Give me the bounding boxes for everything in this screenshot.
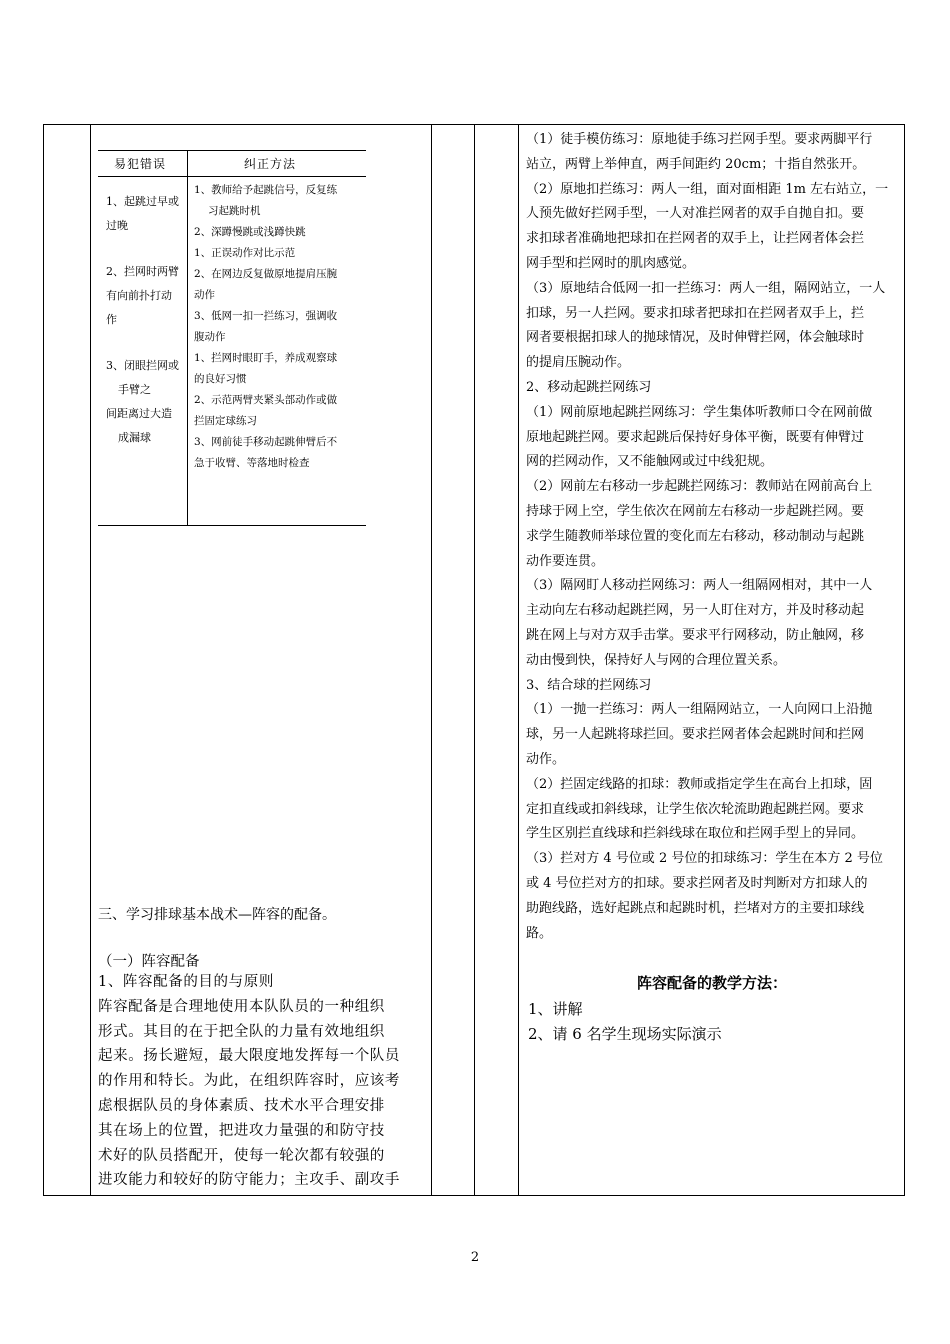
fix-line: 腹动作 [194,331,226,343]
error-line: 手臂之 [118,383,151,396]
text-line: 跳在网上与对方双手击掌。要求平行网移动，防止触网，移 [526,627,865,643]
text-line: 网的拦网动作，又不能触网或过中线犯规。 [526,454,774,470]
text-line: 网手型和拦网时的肌肉感觉。 [526,255,696,271]
error-line: 过晚 [106,219,128,232]
fixes-column [194,180,364,474]
text-line: （3）原地结合低网一扣一拦练习：两人一组，隔网站立，一人 [526,280,886,296]
column-divider [431,124,432,1196]
section-heading: 三、学习排球基本战术—阵容的配备。 [98,907,336,923]
fix-line: 3、网前徒手移动起跳伸臂后不 [194,436,338,448]
text-line: 动作。 [526,751,566,767]
text-line: （1）徒手模仿练习：原地徒手练习拦网手型。要求两脚平行 [526,132,873,147]
text-line: 持球于网上空，学生依次在网前左右移动一步起跳拦网。要 [526,503,865,519]
text-line: 求学生随教师举球位置的变化而左右移动，移动制动与起跳 [526,528,865,544]
text-line: 其在场上的位置，把进攻力量强的和防守技 [98,1122,385,1139]
text-line: 站立，两臂上举伸直，两手间距约 20cm；十指自然张开。 [526,156,866,172]
fix-line: 3、低网一扣一拦练习，强调收 [194,310,338,322]
table-header-errors: 易犯错误 [114,157,167,171]
fix-line: 2、示范两臂夹紧头部动作或做 [194,394,338,406]
error-item [98,354,186,450]
text-line: 求扣球者准确地把球扣在拦网者的双手上，让拦网者体会拦 [526,231,865,247]
text-line: 虑根据队员的身体素质、技术水平合理安排 [98,1097,385,1114]
text-line: （3）隔网盯人移动拦网练习：两人一组隔网相对，其中一人 [526,578,873,594]
text-line: 阵容配备是合理地使用本队队员的一种组织 [98,998,385,1015]
text-line: （2）网前左右移动一步起跳拦网练习：教师站在网前高台上 [526,479,873,495]
fix-line: 1、正误动作对比示范 [194,247,296,259]
fix-line: 习起跳时机 [208,205,261,217]
table-rule [98,176,366,177]
method-heading: 阵容配备的教学方法： [636,974,787,992]
fix-line: 1、拦网时眼盯手，养成观察球 [194,352,338,364]
error-item [98,260,186,332]
error-line: 间距离过大造 [106,407,172,420]
text-line: 助跑线路，选好起跳点和起跳时机，拦堵对方的主要扣球线 [526,900,865,916]
text-line: 3、结合球的拦网练习 [526,677,652,693]
text-line: 进攻能力和较好的防守能力；主攻手、副攻手 [98,1172,400,1189]
fix-line: 1、教师给予起跳信号，反复练 [194,184,338,196]
error-line: 3、闭眼拦网或 [106,359,179,372]
table-rule [98,525,366,526]
text-line: 形式。其目的在于把全队的力量有效地组织 [98,1023,385,1040]
text-line: 或 4 号位拦对方的扣球。要求拦网者及时判断对方扣球人的 [526,875,868,891]
column-divider [90,124,91,1196]
item-heading: 1、阵容配备的目的与原则 [98,974,274,990]
lineup-body [98,970,426,1193]
method-item: 2、请 6 名学生现场实际演示 [528,1025,722,1043]
text-line: 2、移动起跳拦网练习 [526,379,652,395]
text-line: 动由慢到快，保持好人与网的合理位置关系。 [526,652,787,668]
text-line: 的提肩压腕动作。 [526,355,631,371]
practice-methods-text [526,128,898,946]
text-line: 原地起跳拦网。要求起跳后保持好身体平衡，既要有伸臂过 [526,429,865,445]
subsection-heading: （一）阵容配备 [98,954,200,970]
fix-line: 急于收臂、等落地时检查 [194,457,310,469]
table-divider [187,150,188,526]
error-item [98,190,186,238]
fix-line: 2、深蹲慢跳或浅蹲快跳 [194,226,306,238]
errors-column [98,190,186,450]
text-line: 学生区别拦直线球和拦斜线球在取位和拦网手型上的异同。 [526,826,865,842]
error-correction-table [98,150,366,526]
text-line: （1）网前原地起跳拦网练习：学生集体听教师口令在网前做 [526,404,873,420]
fix-line: 2、在网边反复做原地提肩压腕 [194,268,338,280]
column-divider [518,124,519,1196]
error-line: 1、起跳过早或 [106,195,179,208]
text-line: 球，另一人起跳将球拦回。要求拦网者体会起跳时间和拦网 [526,727,865,743]
error-line: 作 [106,313,117,326]
text-line: 的作用和特长。为此，在组织阵容时，应该考 [98,1073,400,1090]
text-line: 定扣直线或扣斜线球，让学生依次轮流助跑起跳拦网。要求 [526,801,865,817]
fix-line: 的良好习惯 [194,373,247,385]
text-line: 主动向左右移动起跳拦网，另一人盯住对方，并及时移动起 [526,603,865,619]
text-line: （2）原地扣拦练习：两人一组，面对面相距 1m 左右站立，一 [526,181,889,197]
text-line: （3）拦对方 4 号位或 2 号位的扣球练习：学生在本方 2 号位 [526,851,883,867]
text-line: 术好的队员搭配开，使每一轮次都有较强的 [98,1147,385,1164]
fix-line: 动作 [194,289,215,301]
error-line: 有向前扑打动 [106,289,172,302]
text-line: （2）拦固定线路的扣球：教师或指定学生在高台上扣球，固 [526,776,873,792]
text-line: 动作要连贯。 [526,553,605,569]
text-line: 扣球，另一人拦网。要求扣球者把球扣在拦网者双手上，拦 [526,305,865,321]
text-line: 路。 [526,925,553,941]
error-line: 成漏球 [118,431,151,444]
page-number: 2 [470,1250,480,1265]
error-line: 2、拦网时两臂 [106,265,179,278]
fix-line: 拦固定球练习 [194,415,257,427]
text-line: （1）一抛一拦练习：两人一组隔网站立，一人向网口上沿抛 [526,702,873,718]
text-line: 网者要根据扣球人的抛球情况，及时伸臂拦网，体会触球时 [526,330,865,346]
text-line: 人预先做好拦网手型，一人对准拦网者的双手自抛自扣。要 [526,206,865,222]
table-rule [98,150,366,151]
text-line: 起来。扬长避短，最大限度地发挥每一个队员 [98,1048,400,1065]
table-header-fixes: 纠正方法 [244,157,297,171]
column-divider [474,124,475,1196]
method-item: 1、讲解 [528,1000,583,1018]
